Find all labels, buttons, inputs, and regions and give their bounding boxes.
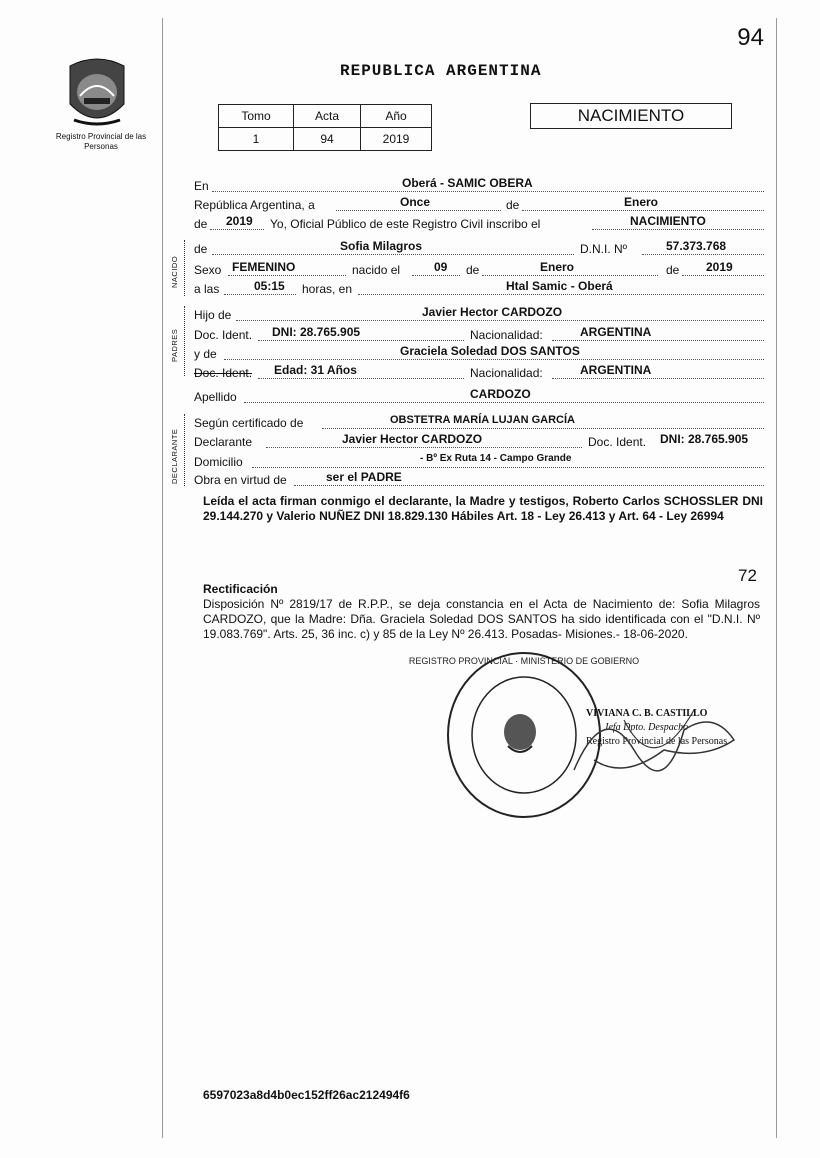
province-coat-of-arms-logo xyxy=(64,56,130,132)
document-hash: 6597023a8d4b0ec152ff26ac212494f6 xyxy=(203,1088,410,1102)
de-label: de xyxy=(506,198,520,212)
margin-number: 72 xyxy=(738,566,757,585)
left-margin-line xyxy=(162,18,163,1138)
row-sexo xyxy=(190,262,764,278)
acta-value: 94 xyxy=(294,128,361,151)
nacido-el-label: nacido el xyxy=(352,263,401,277)
registry-name: Registro Provincial de las Personas xyxy=(55,132,147,151)
anio-value-text: 2019 xyxy=(226,214,253,228)
nac-dia-value: 09 xyxy=(434,260,448,274)
declarante-label: Declarante xyxy=(194,435,253,449)
stamp-office: Registro Provincial de las Personas xyxy=(586,736,728,747)
a-las-label: a las xyxy=(194,282,220,296)
row-en xyxy=(190,178,764,194)
seal-text: REGISTRO PROVINCIAL · MINISTERIO DE GOBIERNO xyxy=(408,656,640,666)
row-apellido xyxy=(190,389,764,405)
lugar-value: Oberá - SAMIC OBERA xyxy=(402,176,533,190)
row-certificado xyxy=(190,415,764,431)
stamp-name: VIVIANA C. B. CASTILLO xyxy=(586,708,708,719)
stamp-role: Jefa Dpto. Despacho xyxy=(604,722,689,733)
madre-doc-value: Edad: 31 Años xyxy=(274,363,357,377)
mes-letras-value: Enero xyxy=(624,195,659,209)
madre-nac-value: ARGENTINA xyxy=(580,363,652,377)
padres-section-label: PADRES xyxy=(170,328,179,362)
nacionalidad2-label: Nacionalidad: xyxy=(470,366,543,380)
row-declarante xyxy=(190,434,764,450)
doc-ident3-label: Doc. Ident. xyxy=(588,435,647,449)
madre-value: Graciela Soledad DOS SANTOS xyxy=(400,344,580,358)
right-margin-line xyxy=(776,18,777,1138)
apellido-value: CARDOZO xyxy=(470,387,531,401)
tomo-acta-anio-table xyxy=(218,104,432,151)
page-number: 94 xyxy=(737,24,764,51)
handwritten-signature xyxy=(564,690,744,790)
de2-label: de xyxy=(194,217,208,231)
dia-letras-value: Once xyxy=(400,195,431,209)
hijo-de-label: Hijo de xyxy=(194,308,232,322)
sexo-value: FEMENINO xyxy=(232,260,296,274)
acta-header: Acta xyxy=(294,105,361,128)
de3-label: de xyxy=(194,242,208,256)
domicilio-label: Domicilio xyxy=(194,455,243,469)
row-madre-doc xyxy=(190,365,764,381)
rectificacion-title: Rectificación xyxy=(203,582,278,596)
doc-ident-label: Doc. Ident. xyxy=(194,328,253,342)
lugar-nacimiento-value: Htal Samic - Oberá xyxy=(506,279,613,293)
declarante-doc-value: DNI: 28.765.905 xyxy=(660,432,749,446)
nac-mes-value: Enero xyxy=(540,260,575,274)
de4-label: de xyxy=(466,263,480,277)
y-de-label: y de xyxy=(194,347,217,361)
republica-label: República Argentina, a xyxy=(194,198,315,212)
certificado-value: OBSTETRA MARÍA LUJAN GARCÍA xyxy=(390,414,575,426)
anio-header: Año xyxy=(361,105,432,128)
nac-anio-value: 2019 xyxy=(706,260,733,274)
inscribo-value: NACIMIENTO xyxy=(630,214,706,228)
certificado-label: Según certificado de xyxy=(194,416,304,430)
padre-doc-value: DNI: 28.765.905 xyxy=(272,325,361,339)
row-obra xyxy=(190,472,764,488)
row-anio-inscribo xyxy=(190,216,764,232)
horas-en-label: horas, en xyxy=(302,282,353,296)
dni-label: D.N.I. Nº xyxy=(580,242,628,256)
nacionalidad-label: Nacionalidad: xyxy=(470,328,543,342)
row-padre-doc xyxy=(190,327,764,343)
declarante-section-label: DECLARANTE xyxy=(170,428,179,484)
row-nombre xyxy=(190,241,764,257)
document-title: REPUBLICA ARGENTINA xyxy=(340,62,542,80)
hora-value: 05:15 xyxy=(254,279,285,293)
apellido-label: Apellido xyxy=(194,390,237,404)
row-hijo-de xyxy=(190,307,764,323)
tomo-value: 1 xyxy=(219,128,294,151)
obra-label: Obra en virtud de xyxy=(194,473,287,487)
en-label: En xyxy=(194,179,209,193)
sexo-label: Sexo xyxy=(194,263,222,277)
tomo-header: Tomo xyxy=(219,105,294,128)
nombre-value: Sofia Milagros xyxy=(340,239,423,253)
dni-value: 57.373.768 xyxy=(666,239,727,253)
nacido-section-label: NACIDO xyxy=(170,255,179,288)
obra-value: ser el PADRE xyxy=(326,470,402,484)
domicilio-value: - Bº Ex Ruta 14 - Campo Grande xyxy=(420,453,572,464)
de5-label: de xyxy=(666,263,680,277)
document-type-box: NACIMIENTO xyxy=(530,103,732,129)
row-domicilio xyxy=(190,454,764,470)
doc-ident2-label: Doc. Ident. xyxy=(194,366,253,380)
rectificacion-paragraph: Disposición Nº 2819/17 de R.P.P., se deja constancia en el Acta de Nacimiento de: Sofia Milagros CARDOZO, que la Madre: Dña. Graciela Soledad DOS SANTOS ha sido identificada con el "D.N.I. Nº 19.083.769". Arts. 25, 36 inc. c) y 85 de la Ley Nº 26.413. Posadas- Misiones.- 18-06-2020. xyxy=(203,597,760,641)
anio-value: 2019 xyxy=(361,128,432,151)
padre-nac-value: ARGENTINA xyxy=(580,325,652,339)
declarante-value: Javier Hector CARDOZO xyxy=(342,432,483,446)
row-hora xyxy=(190,281,764,297)
inscribo-text: Yo, Oficial Público de este Registro Civil inscribo el xyxy=(270,217,541,231)
row-republica xyxy=(190,197,764,213)
row-y-de xyxy=(190,346,764,362)
closing-paragraph: Leída el acta firman conmigo el declarante, la Madre y testigos, Roberto Carlos SCHOSSLER DNI 29.144.270 y Valerio NUÑEZ DNI 18.829.130 Hábiles Art. 18 - Ley 26.413 y Art. 64 - Ley 26994 xyxy=(203,494,763,523)
padre-value: Javier Hector CARDOZO xyxy=(422,305,563,319)
